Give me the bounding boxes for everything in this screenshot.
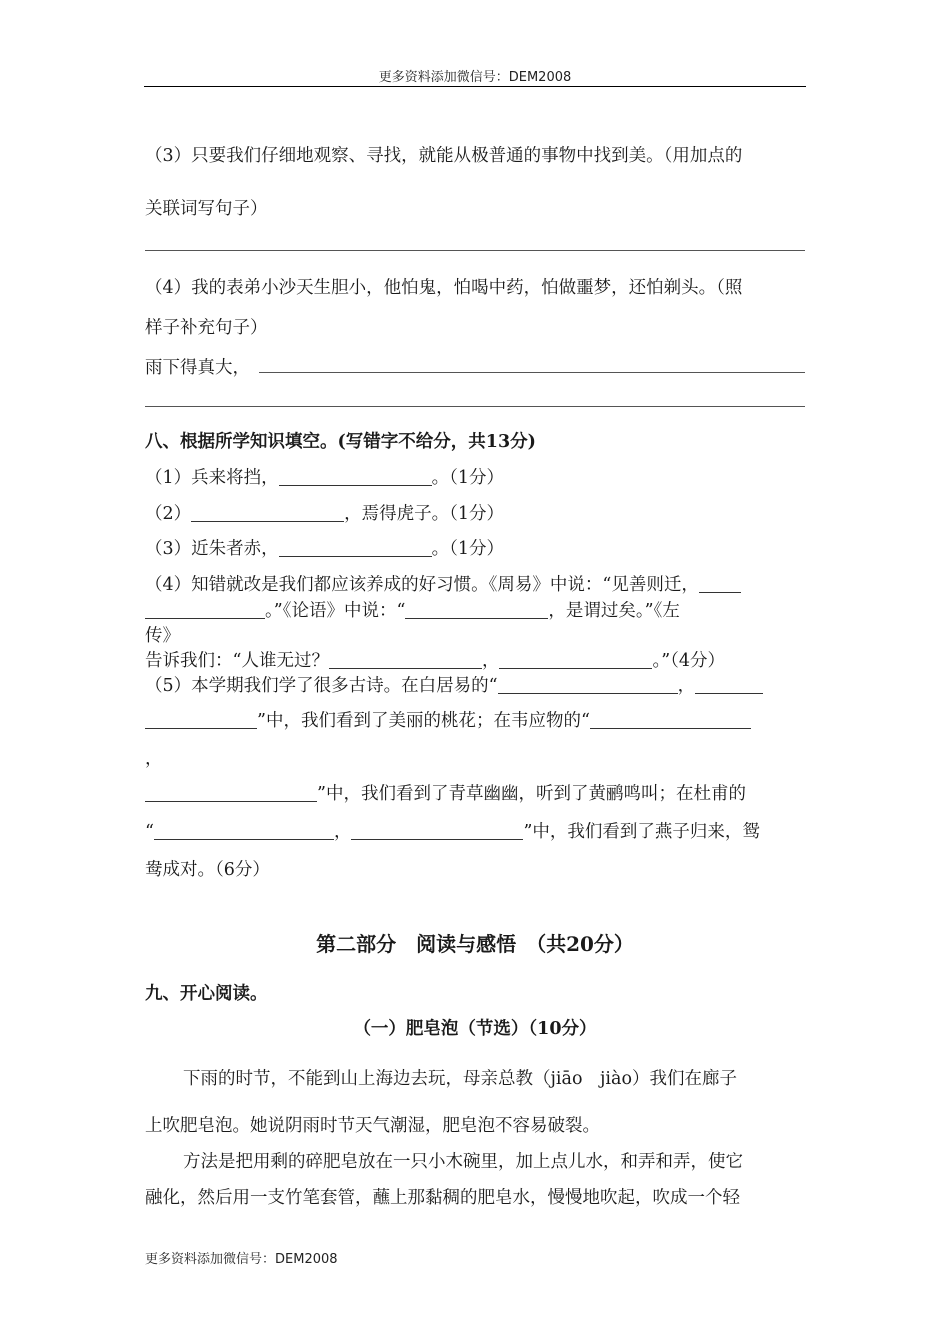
s8-item5-line5 — [145, 818, 760, 843]
q9-title: 九、开心阅读。 — [145, 984, 268, 1004]
passage-p1-line1: 下雨的时节，不能到山上海边去玩，母亲总教（jiāo jiào）我们在廊子 — [183, 1069, 737, 1089]
blank[interactable] — [499, 650, 652, 669]
s8-item2 — [145, 500, 504, 525]
s8-item5-b: ， — [677, 676, 696, 696]
answer-line-q4a — [259, 372, 805, 373]
s8-item5-a: （5）本学期我们学了很多古诗。在白居易的“ — [145, 676, 498, 696]
s8-item4-line1 — [145, 571, 741, 596]
s8-item5-e: ”中，我们看到了青草幽幽，听到了黄鹂鸣叫；在杜甫的 — [317, 784, 746, 804]
s8-item5-line4 — [145, 780, 746, 805]
s8-item4-f: ， — [481, 651, 500, 671]
s8-item5-i: 鸯成对。（6分） — [145, 860, 270, 880]
s8-item5-line2 — [145, 707, 751, 732]
s8-item1-a: （1）兵来将挡， — [145, 468, 279, 488]
blank[interactable] — [590, 710, 751, 729]
blank[interactable] — [405, 600, 548, 619]
blank[interactable] — [695, 675, 763, 694]
s8-item4-line2 — [145, 597, 680, 622]
blank[interactable] — [145, 783, 317, 802]
q4-prompt: 雨下得真大， — [145, 358, 250, 378]
blank[interactable] — [279, 538, 432, 557]
answer-line-q4b — [145, 406, 805, 407]
q3-line1: （3）只要我们仔细地观察、寻找，就能从极普通的事物中找到美。（用加点的 — [145, 146, 743, 166]
s8-item3 — [145, 535, 504, 560]
blank[interactable] — [498, 675, 678, 694]
s8-item4-line4 — [145, 647, 725, 672]
blank[interactable] — [145, 710, 257, 729]
blank[interactable] — [145, 600, 265, 619]
blank[interactable] — [191, 503, 344, 522]
blank[interactable] — [351, 821, 523, 840]
s8-item5-f: “ — [145, 822, 154, 842]
s8-item4-b: 。”《论语》中说：“ — [265, 601, 406, 621]
blank[interactable] — [329, 650, 482, 669]
s8-item4-g: 。”（4分） — [652, 651, 726, 671]
s8-item1 — [145, 464, 504, 489]
blank[interactable] — [154, 821, 334, 840]
answer-line-q3 — [145, 250, 805, 251]
page-footer: 更多资料添加微信号：DEM2008 — [145, 1252, 338, 1267]
page-header: 更多资料添加微信号：DEM2008 — [378, 70, 572, 85]
q4-line1: （4）我的表弟小沙天生胆小，他怕鬼，怕喝中药，怕做噩梦，还怕剃头。（照 — [145, 278, 743, 298]
s8-item2-a: （2） — [145, 504, 192, 524]
s8-item4-e: 告诉我们：“人谁无过？ — [145, 651, 329, 671]
s8-item4-c: ，是谓过矣。”《左 — [548, 601, 680, 621]
s8-item5-line1 — [145, 672, 763, 697]
passage-p2-line1: 方法是把用剩的碎肥皂放在一只小木碗里，加上点儿水，和弄和弄，使它 — [183, 1152, 743, 1172]
blank[interactable] — [279, 467, 432, 486]
s8-item5-c: ”中，我们看到了美丽的桃花；在韦应物的“ — [257, 711, 590, 731]
blank[interactable] — [699, 574, 741, 593]
s8-item4-d: 传》 — [145, 626, 180, 646]
s8-item5-g: ， — [333, 822, 352, 842]
part2-title: 第二部分 阅读与感悟 （共20分） — [316, 932, 634, 956]
section8-title: 八、根据所学知识填空。(写错字不给分，共13分) — [145, 432, 536, 452]
s8-item4-a: （4）知错就改是我们都应该养成的好习惯。《周易》中说：“见善则迁， — [145, 575, 699, 595]
q4-line2: 样子补充句子） — [145, 318, 268, 338]
header-rule — [144, 86, 806, 87]
passage-title: （一）肥皂泡（节选）（10分） — [353, 1019, 597, 1039]
s8-item3-a: （3）近朱者赤， — [145, 539, 279, 559]
s8-item1-b: 。（1分） — [431, 468, 505, 488]
passage-p2-line2: 融化，然后用一支竹笔套管，蘸上那黏稠的肥皂水，慢慢地吹起，吹成一个轻 — [145, 1188, 740, 1208]
q3-line2: 关联词写句子） — [145, 199, 268, 219]
s8-item5-d: ， — [145, 749, 163, 769]
passage-p1-line2: 上吹肥皂泡。她说阴雨时节天气潮湿，肥皂泡不容易破裂。 — [145, 1116, 600, 1136]
s8-item5-h: ”中，我们看到了燕子归来，鸳 — [523, 822, 760, 842]
s8-item2-b: ，焉得虎子。（1分） — [344, 504, 505, 524]
s8-item3-b: 。（1分） — [431, 539, 505, 559]
